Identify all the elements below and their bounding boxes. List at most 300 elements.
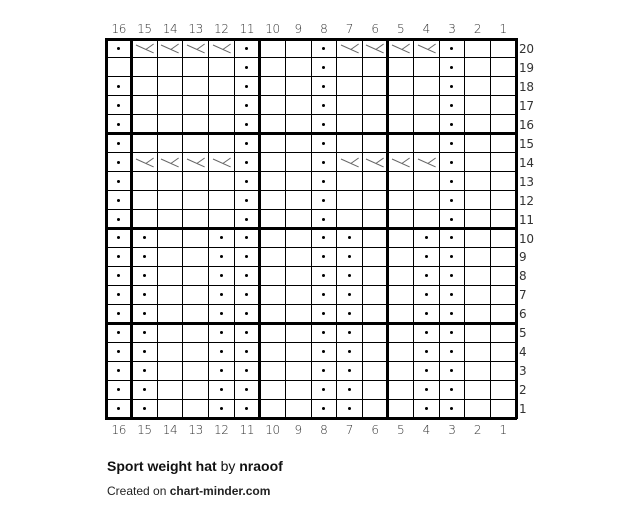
grid-line-horizontal [105, 285, 517, 286]
purl-dot-icon [117, 274, 120, 277]
purl-dot-icon [245, 274, 248, 277]
chart-cell [362, 39, 388, 58]
chart-cell [106, 58, 132, 77]
site-link[interactable]: chart-minder.com [169, 484, 271, 498]
row-label: 14 [519, 155, 534, 170]
chart-cell [209, 172, 235, 191]
chart-cell [388, 285, 414, 304]
chart-cell [439, 115, 465, 134]
chart-cell [362, 323, 388, 342]
chart-cell [311, 153, 337, 172]
chart-cell [260, 399, 286, 418]
purl-dot-icon [425, 331, 428, 334]
chart-cell [465, 342, 491, 361]
purl-dot-icon [245, 255, 248, 258]
purl-dot-icon [143, 236, 146, 239]
chart-cell [285, 115, 311, 134]
chart-cell [183, 399, 209, 418]
chart-cell [260, 153, 286, 172]
chart-cell [490, 304, 516, 323]
chart-cell [209, 304, 235, 323]
row-label: 11 [519, 212, 534, 227]
purl-dot-icon [245, 47, 248, 50]
purl-dot-icon [117, 293, 120, 296]
chart-cell [362, 134, 388, 153]
chart-cell [183, 361, 209, 380]
cable-cross-icon [209, 39, 235, 58]
chart-cell [414, 96, 440, 115]
column-label: 11 [239, 423, 255, 437]
chart-cell [490, 342, 516, 361]
purl-dot-icon [245, 350, 248, 353]
chart-cell [234, 266, 260, 285]
chart-cell [439, 285, 465, 304]
chart-cell [414, 247, 440, 266]
purl-dot-icon [425, 274, 428, 277]
chart-cell [388, 172, 414, 191]
chart-cell [132, 399, 158, 418]
purl-dot-icon [450, 312, 453, 315]
purl-dot-icon [425, 407, 428, 410]
chart-cell [439, 380, 465, 399]
purl-dot-icon [322, 47, 325, 50]
purl-dot-icon [322, 255, 325, 258]
purl-dot-icon [117, 142, 120, 145]
grid-line-horizontal [105, 380, 517, 381]
chart-cell [157, 361, 183, 380]
chart-cell [285, 399, 311, 418]
chart-cell [465, 247, 491, 266]
purl-dot-icon [450, 85, 453, 88]
column-label: 8 [320, 423, 328, 437]
chart-cell [490, 399, 516, 418]
chart-cell [183, 172, 209, 191]
chart-cell [414, 361, 440, 380]
chart-cell [209, 210, 235, 229]
chart-cell [285, 191, 311, 210]
column-label: 13 [188, 423, 203, 437]
purl-dot-icon [450, 388, 453, 391]
chart-cell [183, 285, 209, 304]
purl-dot-icon [348, 255, 351, 258]
purl-dot-icon [348, 350, 351, 353]
chart-cell [132, 77, 158, 96]
chart-cell [234, 134, 260, 153]
purl-dot-icon [425, 293, 428, 296]
chart-cell [388, 134, 414, 153]
chart-cell [157, 58, 183, 77]
purl-dot-icon [245, 331, 248, 334]
chart-cell [132, 39, 158, 58]
chart-cell [209, 115, 235, 134]
chart-cell [439, 77, 465, 96]
chart-cell [234, 247, 260, 266]
chart-cell [414, 153, 440, 172]
chart-cell [157, 266, 183, 285]
chart-grid [106, 39, 516, 418]
purl-dot-icon [143, 274, 146, 277]
chart-cell [362, 266, 388, 285]
chart-cell [311, 172, 337, 191]
column-label: 3 [448, 22, 456, 36]
chart-cell [362, 77, 388, 96]
grid-line-horizontal [105, 95, 517, 96]
chart-cell [106, 399, 132, 418]
chart-cell [465, 399, 491, 418]
purl-dot-icon [348, 236, 351, 239]
chart-cell [106, 39, 132, 58]
chart-cell [209, 247, 235, 266]
chart-cell [439, 134, 465, 153]
purl-dot-icon [220, 312, 223, 315]
purl-dot-icon [450, 123, 453, 126]
purl-dot-icon [117, 388, 120, 391]
chart-cell [311, 342, 337, 361]
chart-cell [234, 304, 260, 323]
chart-cell [183, 115, 209, 134]
chart-cell [234, 210, 260, 229]
chart-cell [132, 323, 158, 342]
row-label: 20 [519, 42, 534, 56]
chart-cell [311, 266, 337, 285]
chart-cell [132, 210, 158, 229]
chart-cell [234, 399, 260, 418]
chart-title-line [107, 458, 283, 474]
grid-line-horizontal [105, 132, 517, 135]
column-label: 13 [188, 22, 203, 36]
chart-cell [260, 266, 286, 285]
chart-cell [388, 39, 414, 58]
chart-cell [285, 134, 311, 153]
purl-dot-icon [322, 180, 325, 183]
chart-cell [132, 134, 158, 153]
chart-cell [132, 96, 158, 115]
chart-cell [414, 285, 440, 304]
purl-dot-icon [322, 66, 325, 69]
chart-cell [260, 380, 286, 399]
column-label: 16 [111, 22, 127, 36]
chart-cell [439, 153, 465, 172]
purl-dot-icon [322, 388, 325, 391]
purl-dot-icon [348, 331, 351, 334]
chart-cell [285, 304, 311, 323]
purl-dot-icon [425, 369, 428, 372]
chart-cell [414, 304, 440, 323]
purl-dot-icon [450, 161, 453, 164]
chart-cell [311, 77, 337, 96]
chart-cell [465, 210, 491, 229]
purl-dot-icon [450, 218, 453, 221]
purl-dot-icon [322, 142, 325, 145]
chart-cell [490, 247, 516, 266]
chart-cell [465, 323, 491, 342]
purl-dot-icon [220, 350, 223, 353]
chart-cell [311, 39, 337, 58]
chart-cell [439, 229, 465, 248]
chart-cell [106, 115, 132, 134]
chart-cell [465, 380, 491, 399]
chart-cell [132, 115, 158, 134]
chart-cell [465, 115, 491, 134]
chart-cell [183, 39, 209, 58]
chart-cell [311, 380, 337, 399]
column-label: 4 [422, 22, 430, 36]
chart-cell [285, 342, 311, 361]
chart-cell [106, 77, 132, 96]
chart-cell [362, 247, 388, 266]
purl-dot-icon [322, 236, 325, 239]
row-label: 5 [519, 326, 527, 341]
purl-dot-icon [322, 218, 325, 221]
chart-cell [388, 229, 414, 248]
chart-cell [388, 210, 414, 229]
grid-line-horizontal [105, 304, 517, 305]
row-label: 9 [519, 250, 527, 265]
chart-cell [132, 172, 158, 191]
chart-cell [362, 229, 388, 248]
column-label: 15 [137, 22, 152, 36]
chart-cell [285, 96, 311, 115]
purl-dot-icon [245, 236, 248, 239]
chart-cell [285, 172, 311, 191]
cable-cross-icon [157, 39, 183, 58]
purl-dot-icon [220, 331, 223, 334]
chart-cell [414, 134, 440, 153]
purl-dot-icon [143, 331, 146, 334]
column-label: 15 [137, 423, 152, 437]
chart-cell [337, 134, 363, 153]
purl-dot-icon [245, 123, 248, 126]
chart-cell [490, 153, 516, 172]
row-label: 10 [519, 231, 534, 246]
chart-cell [388, 247, 414, 266]
purl-dot-icon [348, 388, 351, 391]
chart-cell [337, 361, 363, 380]
chart-cell [234, 153, 260, 172]
chart-cell [465, 266, 491, 285]
chart-cell [209, 191, 235, 210]
row-label: 12 [519, 193, 534, 208]
chart-cell [209, 266, 235, 285]
chart-cell [234, 285, 260, 304]
chart-cell [285, 58, 311, 77]
chart-cell [414, 58, 440, 77]
chart-cell [260, 58, 286, 77]
chart-cell [490, 77, 516, 96]
chart-cell [465, 134, 491, 153]
grid-line-horizontal [105, 247, 517, 248]
purl-dot-icon [245, 312, 248, 315]
chart-cell [337, 247, 363, 266]
column-label: 14 [162, 22, 178, 36]
grid-line-horizontal [105, 57, 517, 58]
row-label: 1 [519, 402, 527, 417]
chart-cell [337, 77, 363, 96]
chart-cell [260, 323, 286, 342]
purl-dot-icon [245, 161, 248, 164]
cable-cross-icon [388, 39, 414, 58]
chart-cell [414, 172, 440, 191]
chart-cell [106, 229, 132, 248]
chart-cell [157, 380, 183, 399]
purl-dot-icon [322, 104, 325, 107]
chart-cell [285, 266, 311, 285]
chart-cell [311, 134, 337, 153]
purl-dot-icon [245, 293, 248, 296]
chart-cell [260, 304, 286, 323]
chart-cell [465, 77, 491, 96]
chart-cell [157, 115, 183, 134]
purl-dot-icon [143, 388, 146, 391]
chart-cell [311, 304, 337, 323]
chart-cell [337, 342, 363, 361]
chart-cell [439, 96, 465, 115]
column-label: 8 [320, 22, 328, 36]
purl-dot-icon [245, 199, 248, 202]
purl-dot-icon [117, 161, 120, 164]
purl-dot-icon [220, 255, 223, 258]
chart-cell [388, 380, 414, 399]
chart-cell [183, 323, 209, 342]
chart-cell [362, 96, 388, 115]
chart-cell [362, 380, 388, 399]
grid-line-horizontal [105, 114, 517, 115]
column-label: 2 [473, 22, 482, 36]
chart-cell [388, 96, 414, 115]
chart-cell [157, 153, 183, 172]
chart-cell [337, 210, 363, 229]
chart-cell [465, 285, 491, 304]
chart-cell [465, 172, 491, 191]
purl-dot-icon [117, 180, 120, 183]
chart-cell [260, 77, 286, 96]
by-text: by [220, 458, 236, 474]
chart-cell [260, 39, 286, 58]
chart-cell [311, 229, 337, 248]
purl-dot-icon [117, 104, 120, 107]
purl-dot-icon [425, 388, 428, 391]
chart-cell [285, 39, 311, 58]
purl-dot-icon [425, 236, 428, 239]
chart-cell [132, 285, 158, 304]
chart-cell [439, 323, 465, 342]
chart-cell [285, 77, 311, 96]
column-label: 10 [265, 22, 280, 36]
cable-cross-icon [362, 39, 388, 58]
row-label: 13 [519, 174, 534, 189]
row-label: 3 [519, 364, 527, 379]
chart-cell [157, 77, 183, 96]
cable-cross-icon [414, 39, 440, 58]
chart-cell [209, 134, 235, 153]
purl-dot-icon [425, 312, 428, 315]
created-on-line [107, 484, 270, 498]
column-label: 1 [499, 423, 507, 437]
chart-cell [465, 96, 491, 115]
chart-cell [388, 266, 414, 285]
chart-cell [106, 191, 132, 210]
purl-dot-icon [117, 331, 120, 334]
chart-cell [106, 380, 132, 399]
column-label: 1 [499, 22, 507, 36]
chart-cell [337, 399, 363, 418]
grid-line-horizontal [105, 227, 517, 230]
row-label: 16 [519, 117, 534, 132]
row-label: 7 [519, 288, 527, 303]
chart-cell [106, 361, 132, 380]
column-label: 11 [239, 22, 255, 36]
purl-dot-icon [348, 312, 351, 315]
row-label: 19 [519, 60, 534, 75]
grid-line-horizontal [105, 342, 517, 343]
purl-dot-icon [322, 331, 325, 334]
chart-cell [337, 285, 363, 304]
chart-cell [337, 304, 363, 323]
chart-cell [362, 399, 388, 418]
chart-cell [157, 304, 183, 323]
chart-cell [234, 342, 260, 361]
chart-cell [362, 342, 388, 361]
chart-cell [388, 342, 414, 361]
purl-dot-icon [348, 369, 351, 372]
purl-dot-icon [322, 85, 325, 88]
chart-cell [132, 380, 158, 399]
purl-dot-icon [450, 255, 453, 258]
chart-cell [183, 380, 209, 399]
chart-cell [414, 77, 440, 96]
chart-cell [106, 342, 132, 361]
chart-cell [260, 210, 286, 229]
chart-cell [337, 229, 363, 248]
chart-cell [490, 115, 516, 134]
chart-cell [285, 210, 311, 229]
column-label: 10 [265, 423, 280, 437]
chart-cell [490, 134, 516, 153]
chart-cell [414, 229, 440, 248]
purl-dot-icon [245, 388, 248, 391]
chart-cell [157, 229, 183, 248]
chart-cell [209, 323, 235, 342]
purl-dot-icon [117, 350, 120, 353]
chart-cell [157, 39, 183, 58]
chart-cell [362, 172, 388, 191]
chart-cell [234, 96, 260, 115]
chart-cell [106, 285, 132, 304]
chart-cell [414, 399, 440, 418]
grid-line-horizontal [105, 266, 517, 267]
chart-cell [183, 153, 209, 172]
chart-cell [337, 96, 363, 115]
chart-cell [260, 247, 286, 266]
chart-cell [311, 191, 337, 210]
chart-cell [260, 134, 286, 153]
chart-cell [285, 380, 311, 399]
purl-dot-icon [322, 369, 325, 372]
chart-cell [209, 77, 235, 96]
row-label: 6 [519, 307, 527, 322]
chart-cell [311, 361, 337, 380]
chart-cell [183, 229, 209, 248]
column-label: 6 [371, 22, 379, 36]
purl-dot-icon [117, 255, 120, 258]
purl-dot-icon [143, 255, 146, 258]
chart-cell [234, 172, 260, 191]
chart-cell [490, 58, 516, 77]
chart-cell [132, 58, 158, 77]
chart-cell [490, 96, 516, 115]
chart-cell [183, 247, 209, 266]
purl-dot-icon [425, 350, 428, 353]
